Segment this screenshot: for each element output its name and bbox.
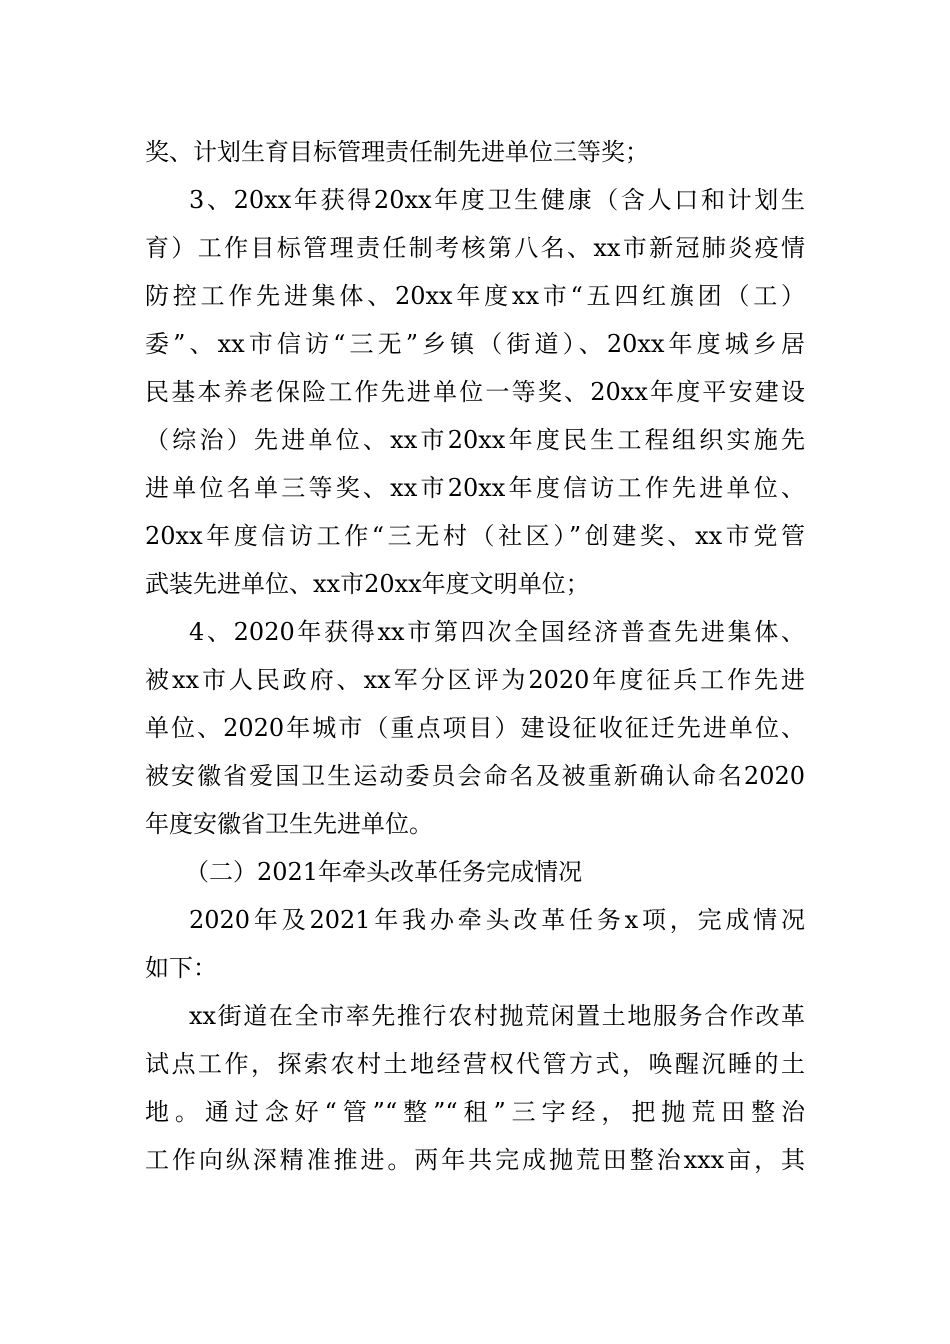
text-line: 委”、xx市信访“三无”乡镇（街道）、20xx年度城乡居 — [145, 330, 805, 358]
text-line: 2020年及2021年我办牵头改革任务x项，完成情况 — [189, 906, 805, 934]
text-line: 被安徽省爱国卫生运动委员会命名及被重新确认命名2020 — [145, 762, 805, 790]
text-line: 被xx市人民政府、xx军分区评为2020年度征兵工作先进 — [145, 666, 805, 694]
text-line: 工作向纵深精准推进。两年共完成抛荒田整治xxx亩，其 — [145, 1146, 805, 1174]
text-line: 20xx年度信访工作“三无村（社区）”创建奖、xx市党管 — [145, 522, 805, 550]
text-line: 地。通过念好“管”“整”“租”三字经，把抛荒田整治 — [145, 1098, 805, 1126]
text-line: xx街道在全市率先推行农村抛荒闲置土地服务合作改革 — [189, 1002, 805, 1030]
text-line: （综治）先进单位、xx市20xx年度民生工程组织实施先 — [145, 426, 805, 454]
text-line: 奖、计划生育目标管理责任制先进单位三等奖； — [145, 138, 649, 166]
text-line: 年度安徽省卫生先进单位。 — [145, 810, 433, 838]
text-line: 育）工作目标管理责任制考核第八名、xx市新冠肺炎疫情 — [145, 234, 805, 262]
text-line: 单位、2020年城市（重点项目）建设征收征迁先进单位、 — [145, 714, 805, 742]
text-line: 如下： — [145, 954, 217, 982]
text-line: 进单位名单三等奖、xx市20xx年度信访工作先进单位、 — [145, 474, 805, 502]
text-line: 试点工作，探索农村土地经营权代管方式，唤醒沉睡的土 — [145, 1050, 805, 1078]
text-line: 武装先进单位、xx市20xx年度文明单位； — [145, 570, 590, 598]
text-line: 民基本养老保险工作先进单位一等奖、20xx年度平安建设 — [145, 378, 805, 406]
text-line: 3、20xx年获得20xx年度卫生健康（含人口和计划生 — [189, 186, 805, 214]
text-line: 防控工作先进集体、20xx年度xx市“五四红旗团（工） — [145, 282, 805, 310]
text-line: 4、2020年获得xx市第四次全国经济普查先进集体、 — [189, 618, 805, 646]
document-page — [145, 128, 805, 1184]
section-heading: （二）2021年牵头改革任务完成情况 — [185, 858, 583, 886]
